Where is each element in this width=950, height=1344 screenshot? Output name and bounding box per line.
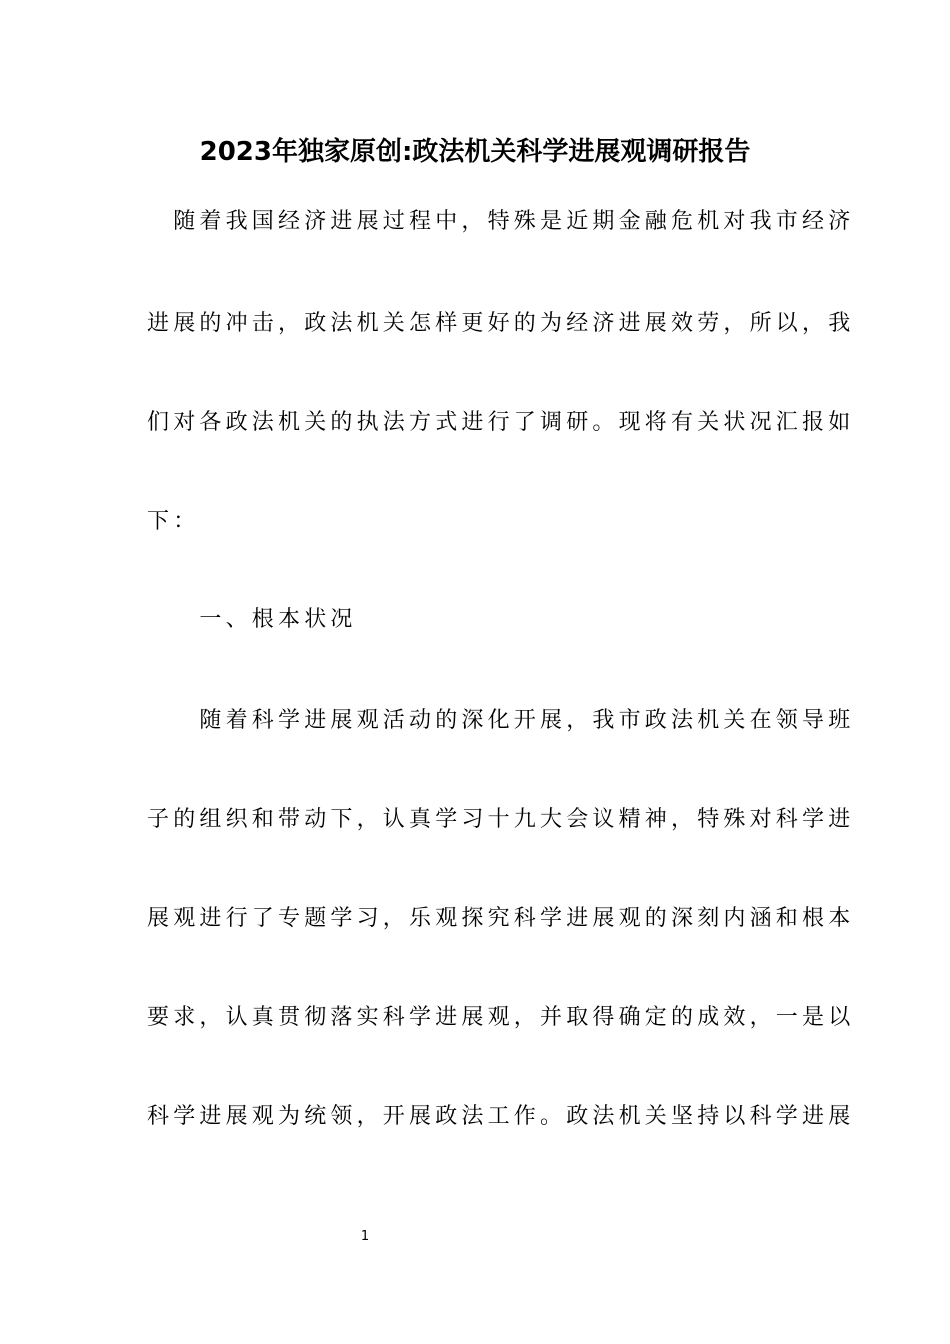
document-title: 2023年独家原创:政法机关科学进展观调研报告 [199, 137, 751, 167]
section-heading: 一、根本状况 [147, 607, 357, 632]
paragraph-line: 进展的冲击，政法机关怎样更好的为经济进展效劳，所以，我 [147, 311, 855, 336]
paragraph-line: 们对各政法机关的执法方式进行了调研。现将有关状况汇报如 [147, 410, 855, 435]
page-number: 1 [360, 1229, 370, 1244]
paragraph-line: 下： [147, 509, 200, 534]
paragraph-line: 科学进展观为统领，开展政法工作。政法机关坚持以科学进展 [147, 1104, 855, 1129]
paragraph-line: 随着科学进展观活动的深化开展，我市政法机关在领导班 [147, 708, 855, 733]
paragraph-line: 要求，认真贯彻落实科学进展观，并取得确定的成效，一是以 [147, 1005, 855, 1030]
paragraph-line: 展观进行了专题学习，乐观探究科学进展观的深刻内涵和根本 [147, 906, 855, 931]
paragraph-line: 随着我国经济进展过程中，特殊是近期金融危机对我市经济 [147, 209, 855, 234]
paragraph-line: 子的组织和带动下，认真学习十九大会议精神，特殊对科学进 [147, 807, 855, 832]
